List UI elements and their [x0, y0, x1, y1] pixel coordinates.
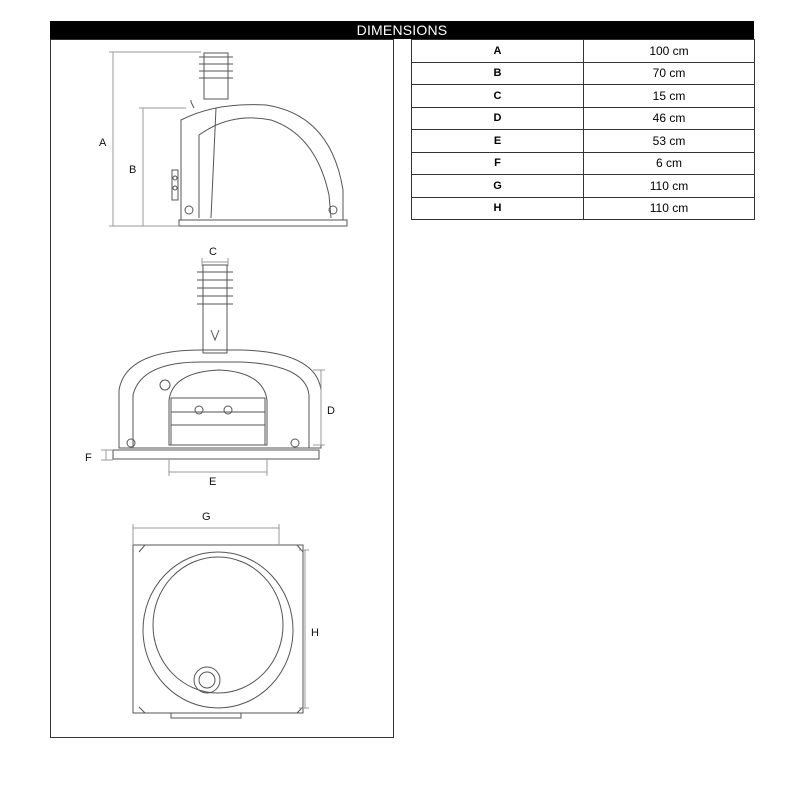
- dim-key-a: A: [412, 40, 584, 63]
- side-chimney: [204, 53, 228, 99]
- dim-label-f: F: [85, 452, 92, 464]
- front-view: [113, 265, 321, 459]
- dim-key-h: H: [412, 197, 584, 220]
- dimensions-header: [50, 21, 754, 39]
- dim-label-a: A: [99, 137, 107, 149]
- top-view: [133, 545, 303, 718]
- table-row: [412, 107, 755, 130]
- side-dome: [181, 105, 343, 220]
- dim-lines-side: [109, 52, 201, 226]
- table-row: [412, 175, 755, 198]
- dim-label-d: D: [327, 405, 335, 417]
- oven-drawing-panel: [50, 39, 394, 738]
- dim-value-e: 53 cm: [584, 130, 755, 153]
- dim-value-b: 70 cm: [584, 62, 755, 85]
- side-view: [172, 53, 347, 226]
- table-row: [412, 130, 755, 153]
- dim-key-c: C: [412, 85, 584, 108]
- dim-value-f: 6 cm: [584, 152, 755, 175]
- dim-label-c: C: [209, 246, 217, 258]
- oven-door-arch: [169, 370, 267, 445]
- table-row: [412, 85, 755, 108]
- table-row: [412, 197, 755, 220]
- dim-key-g: G: [412, 175, 584, 198]
- front-dome: [119, 350, 321, 448]
- top-chimney-flue: [194, 667, 220, 693]
- dim-value-a: 100 cm: [584, 40, 755, 63]
- dim-value-d: 46 cm: [584, 107, 755, 130]
- dim-key-e: E: [412, 130, 584, 153]
- dim-key-d: D: [412, 107, 584, 130]
- table-row: [412, 152, 755, 175]
- oven-technical-drawing: [51, 40, 395, 739]
- table-row: [412, 40, 755, 63]
- side-base: [179, 220, 347, 226]
- dim-value-c: 15 cm: [584, 85, 755, 108]
- dim-value-h: 110 cm: [584, 197, 755, 220]
- dim-key-b: B: [412, 62, 584, 85]
- dim-label-b: B: [129, 164, 137, 176]
- table-row: [412, 62, 755, 85]
- dim-label-e: E: [209, 476, 217, 488]
- dim-value-g: 110 cm: [584, 175, 755, 198]
- dim-label-g: G: [202, 511, 211, 523]
- front-base: [113, 450, 319, 459]
- dim-label-h: H: [311, 627, 319, 639]
- header-title: DIMENSIONS: [356, 22, 448, 38]
- top-dome: [143, 552, 293, 708]
- dimensions-table: [411, 39, 755, 220]
- dim-key-f: F: [412, 152, 584, 175]
